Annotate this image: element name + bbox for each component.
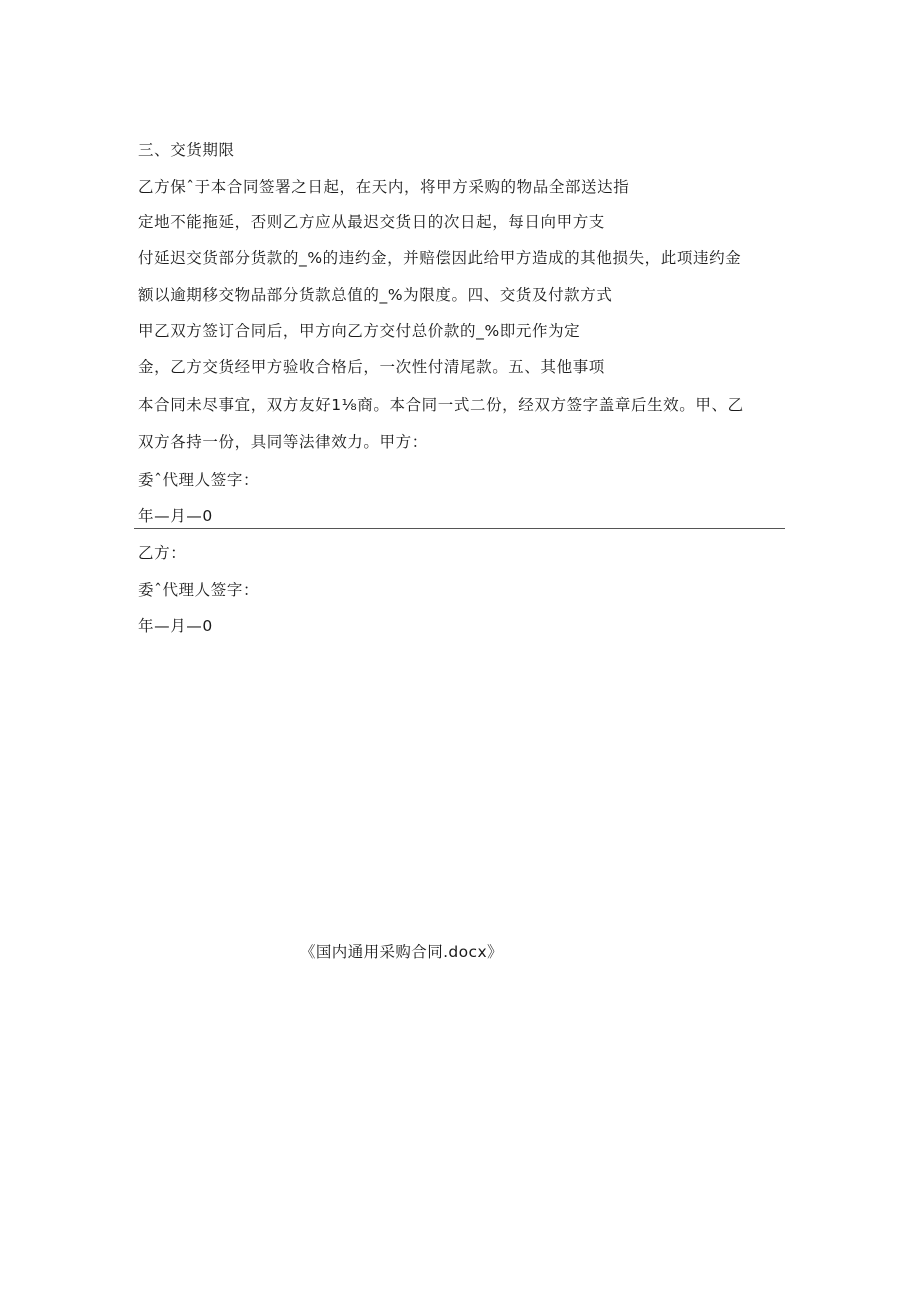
divider-line [134, 528, 785, 529]
body-line-2: 定地不能拖延，否则乙方应从最迟交货日的次日起，每日向甲方支 [138, 213, 605, 231]
body-line-6: 金，乙方交货经甲方验收合格后，一次性付清尾款。五、其他事项 [138, 358, 605, 376]
party-a-date: 年—月—0 [138, 507, 213, 525]
body-line-7: 本合同未尽事宜，双方友好1⅛商。本合同一式二份，经双方签字盖章后生效。甲、乙 [138, 396, 744, 414]
footer-filename: 《国内通用采购合同.docx》 [300, 943, 503, 961]
body-line-8: 双方各持一份，具同等法律效力。甲方： [138, 433, 428, 451]
party-b-date: 年—月—0 [138, 617, 213, 635]
body-line-4: 额以逾期移交物品部分货款总值的_%为限度。四、交货及付款方式 [138, 286, 613, 304]
party-a-agent-signature: 委ˆ代理人签字： [138, 471, 260, 489]
body-line-3: 付延迟交货部分货款的_%的违约金，并赔偿因此给甲方造成的其他损失，此项违约金 [138, 249, 742, 267]
section-heading: 三、交货期限 [138, 141, 235, 159]
party-b-label: 乙方： [138, 544, 187, 562]
body-line-1: 乙方保ˆ于本合同签署之日起，在天内，将甲方采购的物品全部送达指 [138, 178, 630, 196]
party-b-agent-signature: 委ˆ代理人签字： [138, 581, 260, 599]
body-line-5: 甲乙双方签订合同后，甲方向乙方交付总价款的_%即元作为定 [138, 322, 581, 340]
